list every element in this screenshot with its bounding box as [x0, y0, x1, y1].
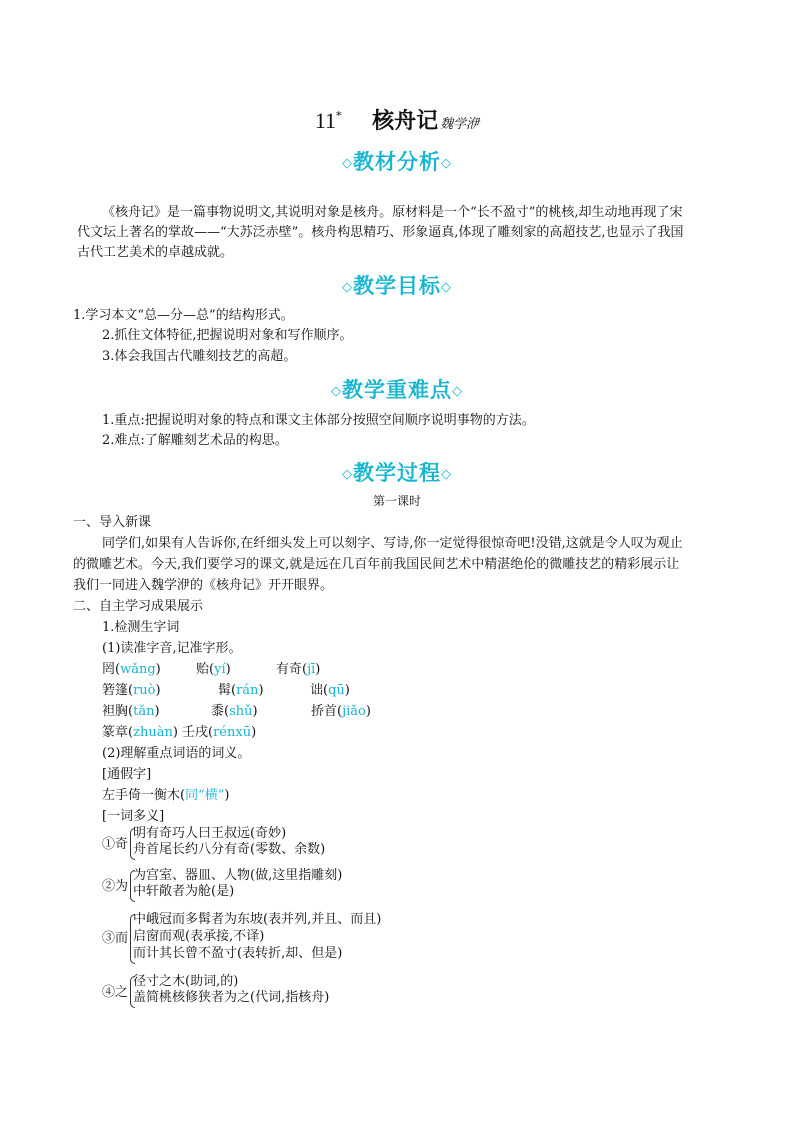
intro-line: 同学们,如果有人告诉你,在纤细头发上可以刻字、写诗,你一定觉得很惊奇吧!没错,这就是令人叹为观止: [102, 536, 683, 551]
lesson-title: [0, 104, 794, 135]
diamond-icon: ◇: [452, 384, 463, 399]
analysis-line: 《核舟记》是一篇事物说明文,其说明对象是核舟。原材料是一个“长不盈寸”的桃核,却生动地再现了宋: [102, 205, 683, 220]
lesson-name: 核舟记: [372, 108, 439, 134]
section-heading-goals: [0, 270, 794, 300]
goal-item: 2.抓住文体特征,把握说明对象和写作顺序。: [102, 328, 353, 343]
intro-line: 我们一同进入魏学洢的《核舟记》开开眼界。: [73, 578, 334, 593]
section-title: 教材分析: [353, 149, 441, 174]
analysis-line: 代文坛上著名的掌故——“大苏泛赤壁”。核舟构思精巧、形象逼真,体现了雕刻家的高超技艺,也显示了我国: [77, 225, 684, 240]
polysemy-sense: 启窗而观(表承接,不译): [133, 929, 265, 944]
key-item: 2.难点:了解雕刻艺术品的构思。: [102, 433, 288, 448]
duoyi-label: [一词多义]: [102, 809, 165, 824]
polysemy-sense: 盖简桃核修狭者为之(代词,指核舟): [133, 990, 330, 1005]
polysemy-sense: 径寸之木(助词,的): [133, 974, 239, 989]
polysemy-sense: 舟首尾长约八分有奇(零数、余数): [133, 842, 326, 857]
polysemy-group: [130, 974, 380, 1010]
polysemy-char: ②为: [102, 879, 129, 894]
diamond-icon: ◇: [342, 467, 353, 482]
polysemy-char: ③而: [102, 931, 129, 946]
goal-item: 3.体会我国古代雕刻技艺的高超。: [102, 349, 297, 364]
tongjia-item: 左手倚一衡木(同“横”): [102, 788, 230, 803]
polysemy-sense: 为宫室、器皿、人物(做,这里指雕刻): [133, 868, 343, 883]
vocab-item: 挢首(jiǎo): [311, 704, 371, 719]
vocab-item: 壬戌(rénxū): [182, 725, 257, 740]
diamond-icon: ◇: [441, 156, 452, 171]
vocab-item: 箬篷(ruò): [102, 683, 161, 698]
section-title: 教学重难点: [342, 377, 452, 402]
polysemy-group: [130, 868, 370, 904]
sub-heading: 1.检测生字词: [102, 620, 180, 635]
author-name: 魏学洢: [440, 117, 480, 132]
vocab-item: 袒胸(tǎn): [102, 704, 160, 719]
polysemy-sense: 而计其长曾不盈寸(表转折,却、但是): [133, 946, 343, 961]
sub-heading: (2)理解重点词语的词义。: [102, 746, 251, 761]
vocab-item: 篆章(zhuàn): [102, 725, 178, 740]
section-heading-process: [0, 457, 794, 487]
vocab-item: 诎(qū): [310, 683, 350, 698]
lesson-number: 11: [314, 108, 336, 133]
polysemy-char: ①奇: [102, 837, 129, 852]
section-title: 教学过程: [353, 460, 441, 485]
section-heading-key: [0, 374, 794, 404]
polysemy-sense: 明有奇巧人曰王叔远(奇妙): [133, 826, 287, 841]
diamond-icon: ◇: [342, 156, 353, 171]
diamond-icon: ◇: [342, 280, 353, 295]
goal-item: 1.学习本文“总—分—总”的结构形式。: [73, 308, 294, 323]
tongjia-label: [通假字]: [102, 767, 152, 782]
vocab-item: 黍(shǔ): [211, 704, 258, 719]
diamond-icon: ◇: [331, 384, 342, 399]
lesson-period: 第一课时: [372, 494, 421, 508]
polysemy-sense: 中轩敞者为舱(是): [133, 884, 235, 899]
vocab-item: 有奇(jī): [276, 662, 321, 677]
section-heading-analysis: [0, 146, 794, 176]
polysemy-char: ④之: [102, 985, 129, 1000]
polysemy-sense: 中峨冠而多髯者为东坡(表并列,并且、而且): [133, 912, 382, 927]
vocab-item: 髯(rán): [218, 683, 264, 698]
sub-heading: (1)读准字音,记准字形。: [102, 641, 242, 656]
polysemy-group: [130, 912, 390, 966]
intro-line: 的微雕艺术。今天,我们要学习的课文,就是远在几百年前我国民间艺术中精湛绝伦的微雕技艺的精彩展示让: [73, 557, 680, 572]
optional-mark: *: [336, 109, 342, 123]
key-item: 1.重点:把握说明对象的特点和课文主体部分按照空间顺序说明事物的方法。: [102, 413, 535, 428]
part-heading: 一、导入新课: [73, 515, 152, 530]
analysis-line: 古代工艺美术的卓越成就。: [77, 245, 234, 260]
diamond-icon: ◇: [441, 280, 452, 295]
diamond-icon: ◇: [441, 467, 452, 482]
part-heading: 二、自主学习成果展示: [73, 599, 204, 614]
polysemy-group: [130, 826, 370, 862]
section-title: 教学目标: [353, 273, 441, 298]
vocab-item: 罔(wǎng): [102, 662, 161, 677]
vocab-item: 贻(yí): [196, 662, 231, 677]
